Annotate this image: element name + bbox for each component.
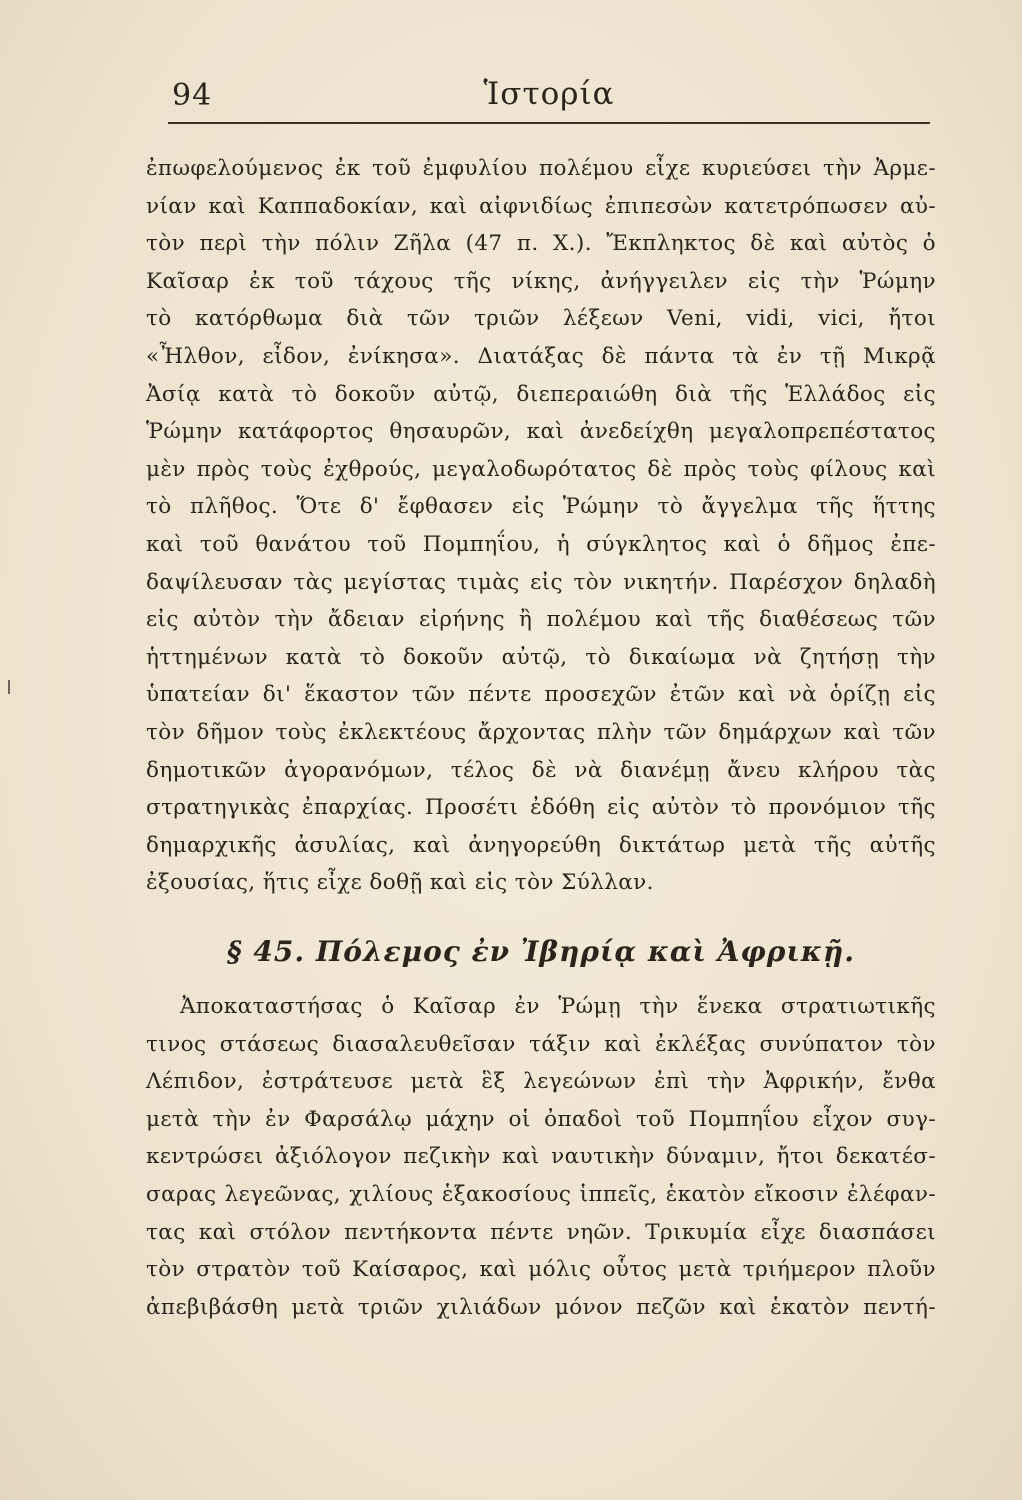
text-line: κεντρώσει ἀξιόλογον πεζικὴν καὶ ναυτικὴν δύναμιν, ἤτοι δεκατέσ-: [146, 1144, 936, 1170]
text-line: Ἀσίᾳ κατὰ τὸ δοκοῦν αὐτῷ, διεπεραιώθη διὰ τῆς Ἑλλάδος εἰς: [146, 381, 936, 407]
page-header: [168, 72, 930, 124]
section-heading: § 45. Πόλεμος ἐν Ἰβηρίᾳ καὶ Ἀφρικῇ.: [227, 935, 855, 968]
text-line: τὸν περὶ τὴν πόλιν Ζῆλα (47 π. Χ.). Ἔκπληκτος δὲ καὶ αὐτὸς ὁ: [146, 231, 936, 257]
text-line: ἐπωφελούμενος ἐκ τοῦ ἐμφυλίου πολέμου εἶχε κυριεύσει τὴν Ἀρμε-: [146, 156, 936, 181]
text-line: τὸ κατόρθωμα διὰ τῶν τριῶν λέξεων Veni, vidi, vici, ἤτοι: [146, 306, 936, 332]
text-line: ἐξουσίας, ἥτις εἶχε δοθῇ καὶ εἰς τὸν Σύλλαν.: [146, 870, 654, 896]
text-line: ἀπεβιβάσθη μετὰ τριῶν χιλιάδων μόνον πεζῶν καὶ ἑκατὸν πεντή-: [146, 1294, 936, 1320]
text-line: Ῥώμην κατάφορτος θησαυρῶν, καὶ ἀνεδείχθη μεγαλοπρεπέστατος: [146, 419, 936, 445]
paragraph-2: [146, 988, 936, 1326]
text-line: νίαν καὶ Καππαδοκίαν, καὶ αἰφνιδίως ἐπιπεσὼν κατετρόπωσεν αὐ-: [146, 193, 936, 219]
running-title: Ἱστορία: [483, 76, 615, 112]
text-line: σαρας λεγεῶνας, χιλίους ἑξακοσίους ἱππεῖς, ἑκατὸν εἴκοσιν ἐλέφαν-: [146, 1181, 936, 1207]
text-line: μὲν πρὸς τοὺς ἐχθρούς, μεγαλοδωρότατος δὲ πρὸς τοὺς φίλους καὶ: [146, 456, 936, 482]
text-line: ὑπατείαν δι' ἕκαστον τῶν πέντε προσεχῶν ἐτῶν καὶ νὰ ὁρίζῃ εἰς: [146, 682, 936, 708]
page-number: 94: [172, 78, 213, 113]
text-line: καὶ τοῦ θανάτου τοῦ Πομπηΐου, ἡ σύγκλητος καὶ ὁ δῆμος ἐπε-: [146, 531, 936, 557]
text-line: «Ἦλθον, εἶδον, ἐνίκησα». Διατάξας δὲ πάντα τὰ ἐν τῇ Μικρᾷ: [146, 343, 936, 369]
text-line: τὸ πλῆθος. Ὅτε δ' ἔφθασεν εἰς Ῥώμην τὸ ἄγγελμα τῆς ἥττης: [146, 494, 936, 520]
text-line: Λέπιδον, ἐστράτευσε μετὰ ἓξ λεγεώνων ἐπὶ τὴν Ἀφρικήν, ἔνθα: [146, 1069, 936, 1095]
text-line: μετὰ τὴν ἐν Φαρσάλῳ μάχην οἱ ὀπαδοὶ τοῦ Πομπηΐου εἶχον συγ-: [146, 1106, 936, 1132]
text-line: στρατηγικὰς ἐπαρχίας. Προσέτι ἐδόθη εἰς αὐτὸν τὸ προνόμιον τῆς: [146, 795, 936, 821]
text-line: τὸν στρατὸν τοῦ Καίσαρος, καὶ μόλις οὗτος μετὰ τριήμερον πλοῦν: [146, 1257, 936, 1283]
text-line: ἡττημένων κατὰ τὸ δοκοῦν αὐτῷ, τὸ δικαίωμα νὰ ζητήσῃ τὴν: [146, 644, 936, 670]
text-line: δαψίλευσαν τὰς μεγίστας τιμὰς εἰς τὸν νικητήν. Παρέσχον δηλαδὴ: [146, 569, 936, 595]
paragraph-1: [146, 150, 936, 902]
text-line: Καῖσαρ ἐκ τοῦ τάχους τῆς νίκης, ἀνήγγειλεν εἰς τὴν Ῥώμην: [146, 268, 936, 294]
text-line: Ἀποκαταστήσας ὁ Καῖσαρ ἐν Ῥώμῃ τὴν ἕνεκα στρατιωτικῆς: [180, 994, 936, 1019]
text-line: τὸν δῆμον τοὺς ἐκλεκτέους ἄρχοντας πλὴν τῶν δημάρχων καὶ τῶν: [146, 719, 936, 745]
text-line: τινος στάσεως διασαλευθεῖσαν τάξιν καὶ ἐκλέξας συνύπατον τὸν: [146, 1031, 936, 1057]
text-line: τας καὶ στόλον πεντήκοντα πέντε νηῶν. Τρικυμία εἶχε διασπάσει: [146, 1219, 936, 1245]
text-line: δημαρχικῆς ἀσυλίας, καὶ ἀνηγορεύθη δικτάτωρ μετὰ τῆς αὐτῆς: [146, 832, 936, 858]
text-line: δημοτικῶν ἀγορανόμων, τέλος δὲ νὰ διανέμῃ ἄνευ κλήρου τὰς: [146, 757, 936, 783]
text-line: εἰς αὐτὸν τὴν ἄδειαν εἰρήνης ἢ πολέμου καὶ τῆς διαθέσεως τῶν: [146, 607, 936, 633]
margin-mark: [8, 680, 10, 694]
